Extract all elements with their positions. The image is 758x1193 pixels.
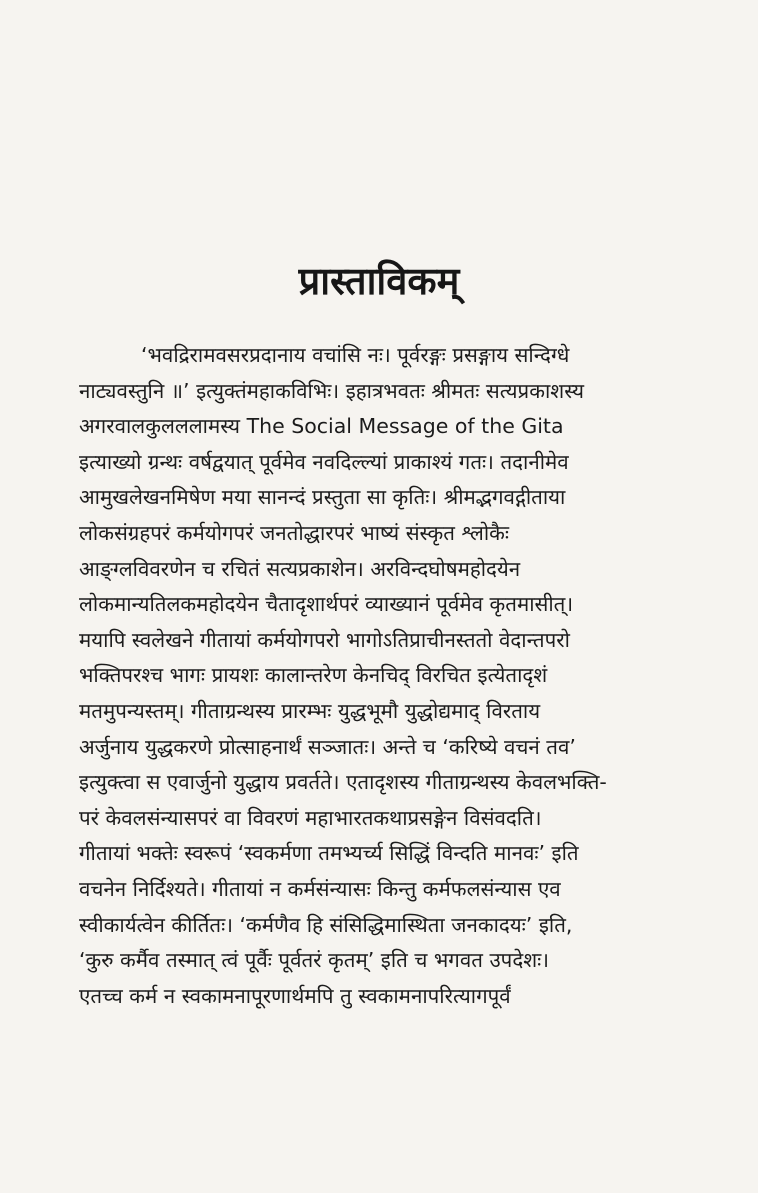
text-line: मतमुपन्यस्तम्। गीताग्रन्थस्य प्रारम्भः युद्धभूमौ युद्धोद्यमाद् विरताय bbox=[79, 698, 541, 723]
text-line: गीतायां भक्तेः स्वरूपं ‘स्वकर्मणा तमभ्यर्च्य सिद्धिं विन्दति मानवः’ इति bbox=[79, 841, 579, 866]
text-line: इत्युक्त्वा स एवार्जुनो युद्धाय प्रवर्तते। एतादृशस्य गीताग्रन्थस्य केवलभक्ति- bbox=[79, 770, 607, 795]
text-line: लोकमान्यतिलकमहोदयेन चैतादृशार्थपरं व्याख्यानं पूर्वमेव कृतमासीत्। bbox=[79, 592, 574, 617]
text-line: मयापि स्वलेखने गीतायां कर्मयोगपरो भागोऽतिप्राचीनस्ततो वेदान्तपरो bbox=[79, 627, 570, 652]
text-line: अगरवालकुलललामस्य The Social Message of the Gita bbox=[79, 414, 564, 439]
text-line: इत्याख्यो ग्रन्थः वर्षद्वयात् पूर्वमेव नवदिल्ल्यां प्राकाश्यं गतः। तदानीमेव bbox=[79, 449, 569, 474]
text-line: अर्जुनाय युद्धकरणे प्रोत्साहनार्थं सञ्जातः। अन्ते च ‘करिष्ये वचनं तव’ bbox=[79, 734, 576, 759]
page-title: प्रास्ताविकम् bbox=[298, 259, 460, 303]
text-line: भक्तिपरश्च भागः प्रायशः कालान्तरेण केनचिद् विरचित इत्येतादृशं bbox=[79, 663, 548, 688]
text-line: नाट्यवस्तुनि ॥’ इत्युक्तंमहाकविभिः। इहात्रभवतः श्रीमतः सत्यप्रकाशस्य bbox=[79, 378, 585, 403]
text-line: ‘भवद्रिरामवसरप्रदानाय वचांसि नः। पूर्वरङ्गः प्रसङ्गाय सन्दिग्धे bbox=[141, 343, 570, 367]
text-line: एतच्च कर्म न स्वकामनापूरणार्थमपि तु स्वकामनापरित्यागपूर्वं bbox=[79, 983, 511, 1008]
text-line: लोकसंग्रहपरं कर्मयोगपरं जनतोद्धारपरं भाष्यं संस्कृत श्लोकैः bbox=[79, 520, 510, 545]
text-line: परं केवलसंन्यासपरं वा विवरणं महाभारतकथाप्रसङ्गेन विसंवदति। bbox=[79, 805, 542, 830]
text-line: वचनेन निर्दिश्यते। गीतायां न कर्मसंन्यासः किन्तु कर्मफलसंन्यास एव bbox=[79, 876, 561, 901]
body-paragraph bbox=[79, 338, 679, 1014]
text-line: ‘कुरु कर्मैव तस्मात् त्वं पूर्वैः पूर्वतरं कृतम्’ इति च भगवत उपदेशः। bbox=[79, 948, 550, 973]
text-line: आङ्ग्लविवरणेन च रचितं सत्यप्रकाशेन। अरविन्दघोषमहोदयेन bbox=[79, 556, 521, 581]
text-line: आमुखलेखनमिषेण मया सानन्दं प्रस्तुता सा कृतिः। श्रीमद्भगवद्गीताया bbox=[79, 485, 566, 510]
text-line: स्वीकार्यत्वेन कीर्तितः। ‘कर्मणैव हि संसिद्धिमास्थिता जनकादयः’ इति, bbox=[79, 912, 573, 937]
